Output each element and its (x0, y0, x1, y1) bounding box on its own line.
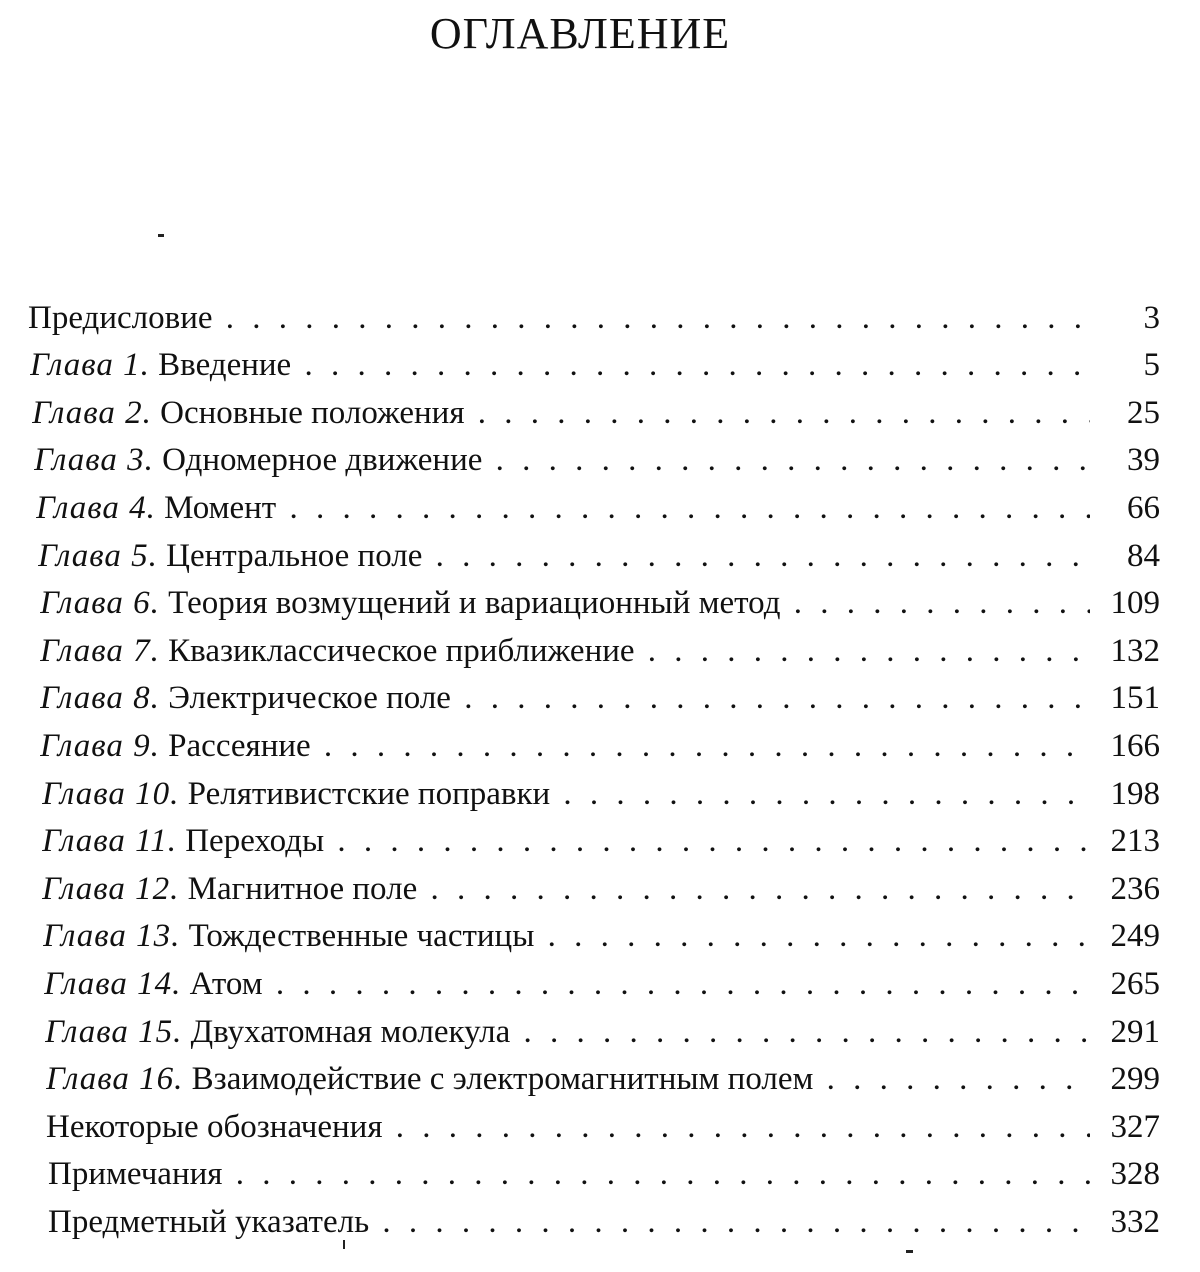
chapter-title: Переходы (185, 823, 325, 860)
toc-entry-title (30, 345, 1090, 385)
toc-entry-title (40, 726, 1090, 766)
chapter-title: Теория возмущений и вариационный метод (168, 585, 781, 622)
toc-entry (28, 1052, 1160, 1100)
toc-entry (28, 290, 1160, 338)
page-number: 39 (1127, 442, 1160, 479)
chapter-number: Глава 7. (40, 632, 160, 669)
page-number: 249 (1110, 918, 1160, 955)
chapter-number: Глава 1. (30, 347, 150, 384)
chapter-title: Примечания (48, 1156, 223, 1193)
chapter-number: Глава 8. (40, 680, 160, 717)
toc-entry-title (46, 1059, 1090, 1099)
toc-entry-title (48, 1202, 1090, 1242)
chapter-number: Глава 9. (40, 727, 160, 764)
toc-entry-title (36, 488, 1090, 528)
toc-entry (28, 623, 1160, 671)
page-title: ОГЛАВЛЕНИЕ (429, 9, 731, 58)
toc-entry-title (40, 631, 1090, 671)
chapter-title: Атом (189, 965, 263, 1002)
chapter-number: Глава 4. (36, 489, 156, 526)
toc-entry-title (28, 298, 1090, 338)
toc-entry (28, 718, 1160, 766)
toc-entry (28, 861, 1160, 909)
toc-entry (28, 814, 1160, 862)
page-number: 265 (1110, 965, 1160, 1002)
toc-entry-title (32, 393, 1090, 433)
toc-entry (28, 1147, 1160, 1195)
toc-entry-title (42, 821, 1090, 861)
chapter-number: Глава 12. (42, 870, 180, 907)
toc-entry-title (43, 916, 1090, 956)
toc-entry-title (46, 1107, 1090, 1147)
toc-entry-title (42, 869, 1090, 909)
page-number: 66 (1127, 489, 1160, 526)
page-number: 299 (1110, 1061, 1160, 1098)
toc-entry (28, 385, 1160, 433)
toc-entry (28, 433, 1160, 481)
chapter-title: Предисловие (28, 299, 213, 336)
toc-entry-title (48, 1154, 1090, 1194)
page-number: 166 (1110, 727, 1160, 764)
toc-entry-title (40, 678, 1090, 718)
chapter-number: Глава 14. (44, 965, 182, 1002)
chapter-number: Глава 3. (34, 442, 154, 479)
stray-mark (158, 234, 164, 237)
page-number: 198 (1110, 775, 1160, 812)
toc-entry (28, 480, 1160, 528)
chapter-title: Магнитное поле (187, 870, 418, 907)
chapter-number: Глава 10. (42, 775, 180, 812)
chapter-title: Основные положения (160, 394, 465, 431)
toc-entry-title (34, 440, 1090, 480)
toc-entry (28, 576, 1160, 624)
chapter-number: Глава 11. (42, 823, 177, 860)
toc-entry (28, 1099, 1160, 1147)
toc-entry (28, 956, 1160, 1004)
page-number: 332 (1110, 1203, 1160, 1240)
page-number: 291 (1110, 1013, 1160, 1050)
chapter-title: Релятивистские поправки (187, 775, 551, 812)
chapter-number: Глава 16. (46, 1061, 184, 1098)
page-number: 213 (1110, 823, 1160, 860)
toc-entry (28, 766, 1160, 814)
stray-mark (906, 1250, 913, 1253)
page-number: 5 (1143, 347, 1160, 384)
chapter-title: Некоторые обозначения (46, 1108, 383, 1145)
toc-entry-title (45, 1012, 1090, 1052)
page-number: 236 (1110, 870, 1160, 907)
toc-entry (28, 909, 1160, 957)
toc-entry (28, 1004, 1160, 1052)
page-number: 151 (1110, 680, 1160, 717)
toc-entry (28, 338, 1160, 386)
toc-entry-title (38, 536, 1090, 576)
chapter-title: Рассеяние (168, 727, 311, 764)
page-number: 327 (1110, 1108, 1160, 1145)
chapter-title: Электрическое поле (168, 680, 451, 717)
page-number: 328 (1110, 1156, 1160, 1193)
toc-entry-title (42, 774, 1090, 814)
chapter-title: Центральное поле (166, 537, 423, 574)
chapter-number: Глава 5. (38, 537, 158, 574)
toc-entry (28, 1194, 1160, 1242)
table-of-contents (28, 290, 1160, 1242)
page-number: 25 (1127, 394, 1160, 431)
chapter-number: Глава 2. (32, 394, 152, 431)
chapter-title: Квазиклассическое приближение (168, 632, 635, 669)
page-number: 109 (1110, 585, 1160, 622)
chapter-title: Взаимодействие с электромагнитным полем (191, 1061, 814, 1098)
page-number: 132 (1110, 632, 1160, 669)
page-number: 3 (1143, 299, 1160, 336)
page-number: 84 (1127, 537, 1160, 574)
chapter-title: Тождественные частицы (188, 918, 535, 955)
stray-mark (343, 1240, 345, 1249)
chapter-number: Глава 13. (43, 918, 181, 955)
chapter-number: Глава 15. (45, 1013, 183, 1050)
toc-entry (28, 671, 1160, 719)
toc-entry-title (40, 583, 1090, 623)
chapter-title: Предметный указатель (48, 1203, 370, 1240)
toc-entry-title (44, 964, 1090, 1004)
chapter-title: Одномерное движение (162, 442, 483, 479)
toc-entry (28, 528, 1160, 576)
chapter-title: Двухатомная молекула (190, 1013, 511, 1050)
chapter-title: Введение (158, 347, 292, 384)
chapter-number: Глава 6. (40, 585, 160, 622)
chapter-title: Момент (164, 489, 277, 526)
